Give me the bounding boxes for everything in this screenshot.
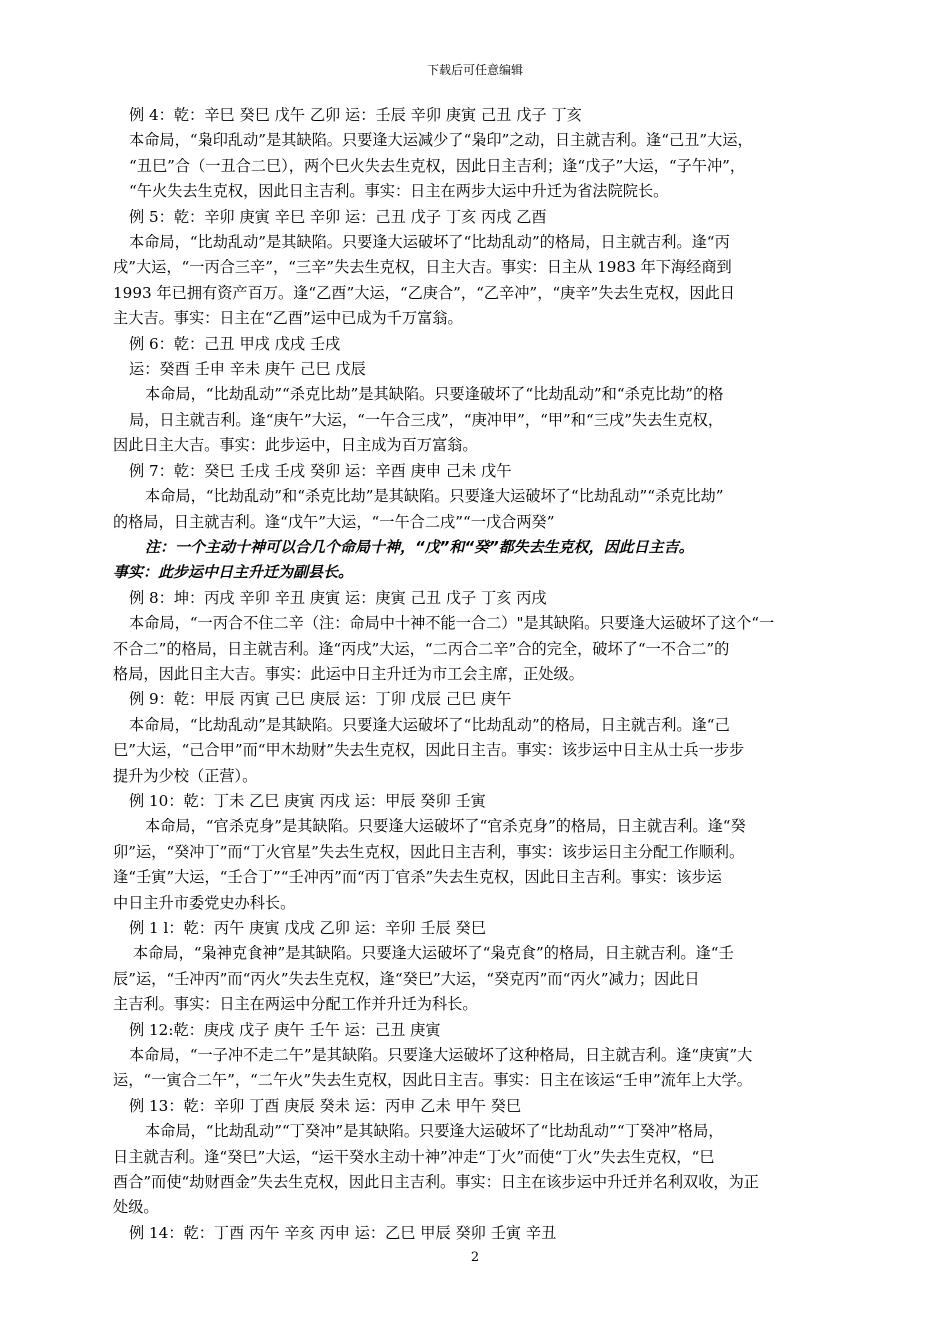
note-line: 注：一个主动十神可以合几个命局十神，“戊”和“癸”都失去生克权，因此日主吉。 <box>145 537 694 556</box>
paragraph-line: 酉合”而使“劫财酉金”失去生克权，因此日主吉利。事实：日主在该步运中升迁并名利双收，为正 <box>113 1173 759 1192</box>
paragraph-line: 格局，因此日主大吉。事实：此运中日主升迁为市工会主席，正处级。 <box>113 664 584 683</box>
paragraph-line: 不合二”的格局，日主就吉利。逢“丙戌”大运，“二丙合二辛”合的完全，破坏了“一不合二”的 <box>113 639 730 658</box>
page-header: 下载后可任意编辑 <box>426 63 523 77</box>
paragraph-line: 本命局，“一子冲不走二午”是其缺陷。只要逢大运破坏了这种格局，日主就吉利。逢“庚寅”大 <box>129 1046 753 1065</box>
paragraph-line: 主大吉。事实：日主在“乙酉”运中已成为千万富翁。 <box>113 309 463 328</box>
example-heading: 例 10：乾：丁未 乙巳 庚寅 丙戌 运：甲辰 癸卯 壬寅 <box>129 791 486 810</box>
example-heading: 例 6：乾：己丑 甲戌 戊戌 壬戌 <box>129 334 341 353</box>
paragraph-line: 本命局，“枭神克食神”是其缺陷。只要逢大运破坏了“枭克食”的格局，日主就吉利。逢“壬 <box>133 944 734 963</box>
paragraph-line: 卯”运，“癸冲丁”而“丁火官星”失去生克权，因此日主吉利，事实：该步运日主分配工作顺利。 <box>113 842 745 861</box>
page-number: 2 <box>470 1250 480 1265</box>
paragraph-line: “午火失去生克权，因此日主吉利。事实：日主在两步大运中升迁为省法院院长。 <box>129 182 669 201</box>
paragraph-line: 运，“一寅合二午”，“二午火”失去生克权，因此日主吉。事实：日主在该运“壬申”流年上大学。 <box>113 1071 752 1090</box>
paragraph-line: 本命局，“比劫乱动”是其缺陷。只要逢大运破坏了“比劫乱动”的格局，日主就吉利。逢“丙 <box>129 233 730 252</box>
paragraph-line: 处级。 <box>113 1198 159 1217</box>
document-body <box>113 103 869 1246</box>
example-heading: 例 1 l：乾：丙午 庚寅 戊戌 乙卯 运：辛卯 壬辰 癸巳 <box>129 919 486 937</box>
paragraph-line: 辰”运，“壬冲丙”而“丙火”失去生克权，逢“癸巳”大运，“癸克丙”而“丙火”减力；因此日 <box>113 969 700 988</box>
note-fact-line: 事实：此步运中日主升迁为副县长。 <box>113 563 354 582</box>
paragraph-line: 本命局，“比劫乱动”“杀克比劫”是其缺陷。只要逢破坏了“比劫乱动”和“杀克比劫”的格 <box>145 385 724 404</box>
paragraph-line: 提升为少校（正营）。 <box>113 766 258 785</box>
paragraph-line: 中日主升市委党史办科长。 <box>113 893 296 912</box>
paragraph-line: 日主就吉利。逢“癸巳”大运，“运干癸水主动十神”冲走“丁火”而使“丁火”失去生克权，“巳 <box>113 1147 715 1166</box>
paragraph-line: 局，日主就吉利。逢“庚午”大运，“一午合三戌”，“庚冲甲”，“甲”和“三戌”失去生克权， <box>129 410 724 429</box>
paragraph-line: 逢“壬寅”大运，“壬合丁”“壬冲丙”而“丙丁官杀”失去生克权，因此日主吉利。事实：该步运 <box>113 868 722 887</box>
paragraph-line: 1993 年已拥有资产百万。逢“乙酉”大运，“乙庚合”，“乙辛冲”，“庚辛”失去生克权，因此日 <box>113 283 735 302</box>
paragraph-line: 本命局，“官杀克身”是其缺陷。只要逢大运破坏了“官杀克身”的格局，日主就吉利。逢“癸 <box>145 817 746 836</box>
example-heading: 例 13：乾：辛卯 丁酉 庚辰 癸未 运：丙申 乙未 甲午 癸巳 <box>129 1096 522 1115</box>
example-heading: 例 8：坤：丙戌 辛卯 辛丑 庚寅 运：庚寅 己丑 戊子 丁亥 丙戌 <box>129 588 547 607</box>
paragraph-line: 本命局，“枭印乱动”是其缺陷。只要逢大运减少了“枭印”之动，日主就吉利。逢“己丑”大运， <box>129 131 753 150</box>
paragraph-line: 戌”大运，“一丙合三辛”，“三辛”失去生克权，日主大吉。事实：日主从 1983 年下海经商到 <box>113 258 732 277</box>
paragraph-line: 本命局，“比劫乱动”和“杀克比劫”是其缺陷。只要逢大运破坏了“比劫乱动”“杀克比劫” <box>145 487 724 506</box>
paragraph-line: 本命局，“比劫乱动”是其缺陷。只要逢大运破坏了“比劫乱动”的格局，日主就吉利。逢“己 <box>129 715 730 734</box>
example-heading: 例 12:乾：庚戌 戊子 庚午 壬午 运：己丑 庚寅 <box>129 1020 441 1039</box>
example-heading: 例 9：乾：甲辰 丙寅 己巳 庚辰 运：丁卯 戊辰 己巳 庚午 <box>129 690 512 709</box>
paragraph-line: 巳”大运，“己合甲”而“甲木劫财”失去生克权，因此日主吉。事实：该步运中日主从士兵一步步 <box>113 741 745 760</box>
example-heading: 例 5：乾：辛卯 庚寅 辛巳 辛卯 运：己丑 戊子 丁亥 丙戌 乙酉 <box>129 207 547 226</box>
example-heading: 例 4：乾：辛巳 癸巳 戊午 乙卯 运：壬辰 辛卯 庚寅 己丑 戊子 丁亥 <box>129 106 582 124</box>
paragraph-line: 因此日主大吉。事实：此步运中，日主成为百万富翁。 <box>113 436 478 455</box>
example-heading: 例 14：乾：丁酉 丙午 辛亥 丙申 运：乙巳 甲辰 癸卯 壬寅 辛丑 <box>129 1223 557 1242</box>
paragraph-line: “丑巳”合（一丑合二巳），两个巳火失去生克权，因此日主吉利；逢“戊子”大运，“子午冲”， <box>129 156 746 175</box>
paragraph-line: 本命局，“一丙合不住二辛（注：命局中十神不能一合二）"是其缺陷。只要逢大运破坏了这个“一 <box>129 614 775 633</box>
paragraph-line: 本命局，“比劫乱动”“丁癸冲”是其缺陷。只要逢大运破坏了“比劫乱动”“丁癸冲”格局， <box>145 1122 724 1141</box>
example-heading: 例 7：乾：癸巳 壬戌 壬戌 癸卯 运：辛酉 庚申 己未 戊午 <box>129 461 512 480</box>
paragraph-line: 主吉利。事实：日主在两运中分配工作并升迁为科长。 <box>113 995 478 1014</box>
example-fortune-line: 运：癸酉 壬申 辛未 庚午 己巳 戊辰 <box>129 360 366 379</box>
paragraph-line: 的格局，日主就吉利。逢“戊午”大运，“一午合二戌”“一戊合两癸” <box>113 512 555 531</box>
